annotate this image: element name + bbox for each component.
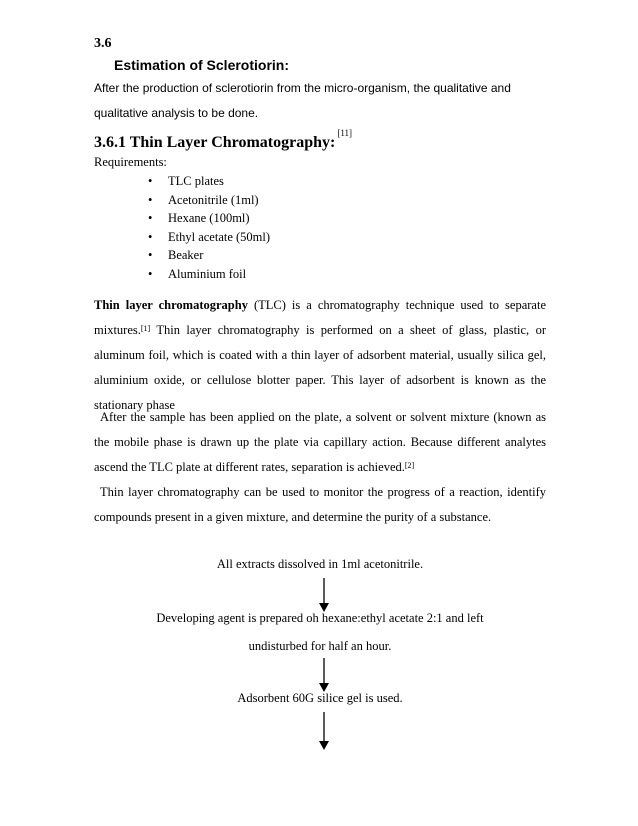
- requirements-list: [148, 172, 270, 284]
- arrow-down-icon: [318, 712, 330, 750]
- paragraph-text: After the sample has been applied on the plate, a solvent or solvent mixture (known as the mobile phase is drawn up the plate via capillary action. Because different analytes ascend the TLC plate at different rates, separation is achieved.: [94, 410, 546, 474]
- list-item: • Hexane (100ml): [148, 209, 270, 228]
- list-item: • Acetonitrile (1ml): [148, 191, 270, 210]
- arrow-down-icon: [318, 658, 330, 692]
- paragraph-tlc-definition: [94, 293, 546, 418]
- list-item: • Ethyl acetate (50ml): [148, 228, 270, 247]
- flowchart-step-2-line-2: undisturbed for half an hour.: [248, 639, 392, 653]
- flowchart-step-2-line-1: Developing agent is prepared oh hexane:ethyl acetate 2:1 and left: [156, 611, 484, 625]
- intro-paragraph: After the production of sclerotiorin from the micro-organism, the qualitative and qualitative analysis to be done.: [94, 81, 511, 120]
- paragraph-mobile-phase: [94, 405, 546, 480]
- tlc-term: Thin layer chromatography: [94, 298, 248, 312]
- list-item: • TLC plates: [148, 172, 270, 191]
- requirements-label: Requirements:: [94, 155, 167, 169]
- section-number: 3.6: [94, 36, 112, 51]
- arrow-down-icon: [318, 578, 330, 612]
- citation: [2]: [404, 461, 415, 470]
- subsection-citation: [11]: [337, 128, 353, 138]
- flowchart-step-3: Adsorbent 60G silice gel is used.: [237, 691, 403, 705]
- paragraph-text: (TLC) is a chromatography technique used to separate mixtures.: [94, 298, 546, 337]
- paragraph-text: Thin layer chromatography is performed on a sheet of glass, plastic, or aluminum foil, which is coated with a thin layer of adsorbent material, usually silica gel, aluminium oxide, or cellulose blotter paper. This layer of adsorbent is known as the stationary phase: [94, 323, 546, 412]
- subsection-heading: [94, 128, 353, 152]
- list-item: • Aluminium foil: [148, 265, 270, 284]
- list-item: • Beaker: [148, 246, 270, 265]
- paragraph-uses: Thin layer chromatography can be used to monitor the progress of a reaction, identify compounds present in a given mixture, and determine the purity of a substance.: [94, 485, 546, 524]
- section-title: Estimation of Sclerotiorin:: [114, 57, 290, 73]
- flowchart-step-1: All extracts dissolved in 1ml acetonitrile.: [216, 557, 424, 571]
- citation: [1]: [140, 324, 151, 333]
- subsection-title: 3.6.1 Thin Layer Chromatography:: [94, 134, 336, 151]
